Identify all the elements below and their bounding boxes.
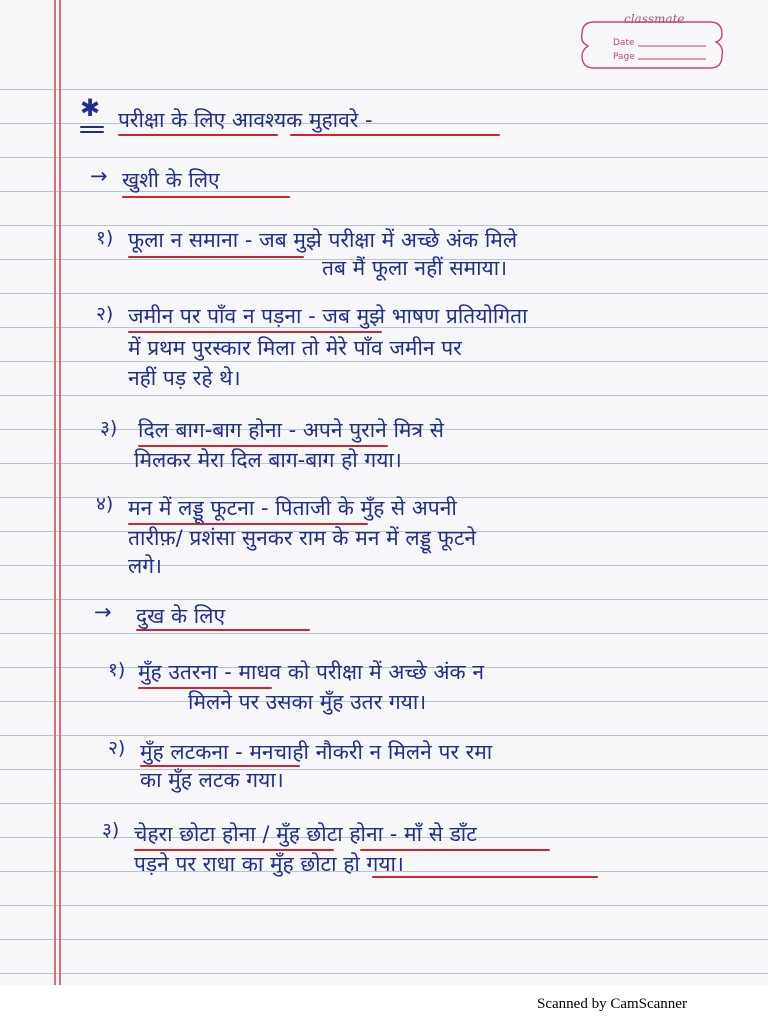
ruled-line [0,905,768,906]
ruled-line [0,599,768,600]
idiom-underline [128,256,304,258]
ruled-line [0,89,768,90]
example-line: मिलकर मेरा दिल बाग-बाग हो गया। [134,448,402,472]
arrow-right-icon: → [90,164,108,188]
arrow-right-icon: → [94,600,112,624]
ruled-line [0,939,768,940]
idiom: जमीन पर पाँव न पड़ना - जब मुझे भाषण प्रतियोगिता [128,304,528,328]
section-heading: दुख के लिए [136,604,226,628]
idiom-underline [128,331,382,333]
ruled-line [0,803,768,804]
idiom: मुँह उतरना - माधव को परीक्षा में अच्छे अंक न [138,660,485,684]
example-line: तारीफ़/ प्रशंसा सुनकर राम के मन में लड्डू फूटने [128,526,477,550]
section-heading: खुशी के लिए [122,168,220,192]
page-title: परीक्षा के लिए आवश्यक मुहावरे - [118,108,373,132]
idiom-underline [128,523,368,525]
example-line: का मुँह लटक गया। [140,768,284,792]
example-line: मिलने पर उसका मुँह उतर गया। [188,690,427,714]
example-line: लगे। [128,554,163,578]
date-label: Date [613,38,635,48]
margin-line [54,0,56,1000]
idiom-underline [372,876,598,878]
idiom-underline [140,765,300,767]
ruled-line [0,769,768,770]
ruled-line [0,395,768,396]
item-number: २) [108,737,126,759]
title-marker: ✱ [80,94,101,122]
item-number: १) [108,659,126,681]
scanner-watermark: Scanned by CamScanner [537,996,687,1012]
margin-line [59,0,61,1000]
idiom: चेहरा छोटा होना / मुँह छोटा होना - माँ से डाँट [134,822,477,846]
ruled-line [0,633,768,634]
ruled-line [0,123,768,124]
idiom: दिल बाग-बाग होना - अपने पुराने मित्र से [138,418,444,442]
title-underline [80,126,104,128]
heading-underline [122,196,290,198]
brand-name: classmate [624,12,685,26]
example-line: तब मैं फूला नहीं समाया। [322,256,508,280]
title-underline [118,134,278,136]
title-underline [290,134,500,136]
ruled-line [0,565,768,566]
title-underline [80,131,104,133]
idiom-underline [360,849,550,851]
idiom-underline [138,445,388,447]
idiom: मन में लड्डू फूटना - पिताजी के मुँह से अपनी [128,496,457,520]
example-line: पड़ने पर राधा का मुँह छोटा हो गया। [134,852,404,876]
page-label: Page [613,52,635,62]
ruled-line [0,191,768,192]
example-line: नहीं पड़ रहे थे। [128,366,241,390]
item-number: १) [96,227,114,249]
ruled-line [0,293,768,294]
idiom: फूला न समाना - जब मुझे परीक्षा में अच्छे अंक मिले [128,228,518,252]
item-number: ३) [100,417,118,439]
item-number: २) [96,303,114,325]
ruled-line [0,157,768,158]
item-number: ३) [102,819,120,841]
idiom-underline [138,687,272,689]
idiom: मुँह लटकना - मनचाही नौकरी न मिलने पर रमा [140,740,493,764]
idiom-underline [134,849,334,851]
item-number: ४) [96,493,114,515]
ruled-line [0,973,768,974]
example-line: में प्रथम पुरस्कार मिला तो मेरे पाँव जमीन पर [128,336,462,360]
heading-underline [136,629,310,631]
